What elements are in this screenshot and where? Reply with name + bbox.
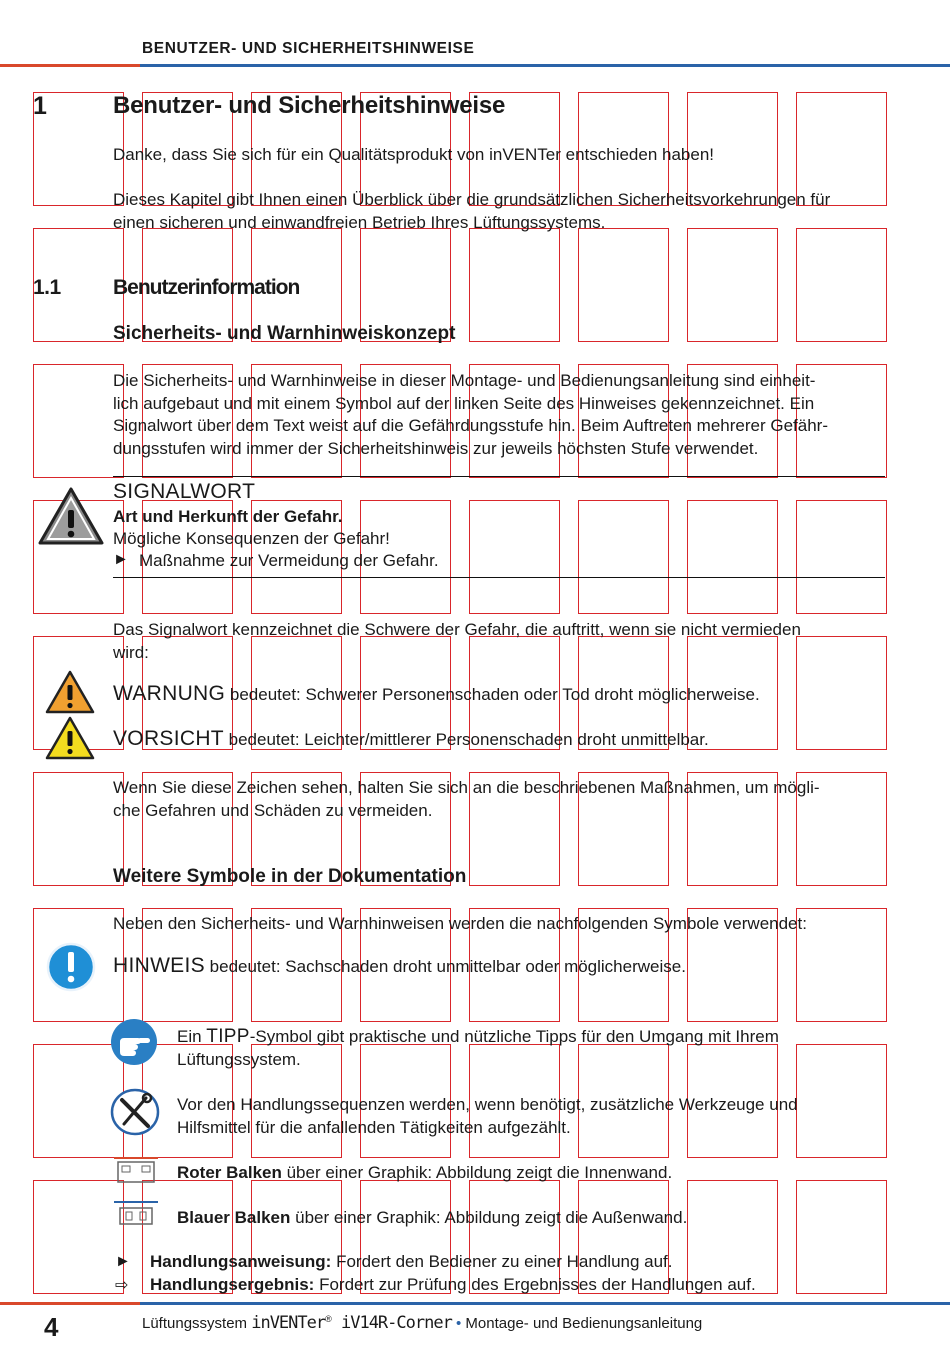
- example-consequence: Mögliche Konsequenzen der Gefahr!: [113, 529, 390, 548]
- footer-line: Lüftungssystem inVENTer® iV14R-Corner • Montage- und Bedienungsanleitung: [142, 1313, 703, 1333]
- grid-box: [469, 228, 560, 342]
- page-number: 4: [44, 1312, 59, 1342]
- intro-overview: Dieses Kapitel gibt Ihnen einen Überblick über die grundsätzlichen Sicherheitsvorkehrungen für einen sicheren und einwandfreien Betrieb Ihres Lüftungssystems.: [113, 190, 831, 232]
- vorsicht-line: [113, 727, 709, 751]
- grid-box: [687, 500, 778, 614]
- warnung-text: bedeutet: Schwerer Personenschaden oder Tod droht möglicherweise.: [225, 685, 760, 704]
- tipp-word: TIPP: [206, 1026, 250, 1047]
- subheading-warning-concept: Sicherheits- und Warnhinweiskonzept: [113, 323, 456, 344]
- result-text: Handlungsergebnis: Fordert zur Prüfung des Ergebnisses der Handlungen auf.: [150, 1275, 756, 1294]
- hinweis-text: bedeutet: Sachschaden droht unmittelbar oder möglicherweise.: [204, 957, 686, 976]
- pointing-hand-icon: [110, 1018, 158, 1066]
- tools-icon: [110, 1088, 160, 1136]
- header-rule-red: [0, 64, 140, 67]
- red-bar-text: Roter Balken über einer Graphik: Abbildung zeigt die Innenwand.: [177, 1163, 673, 1182]
- header-rule-blue: [140, 64, 950, 67]
- subheading-other-symbols: Weitere Symbole in der Dokumentation: [113, 866, 467, 887]
- warning-concept-paragraph: Die Sicherheits- und Warnhinweise in dieser Montage- und Bedienungsanleitung sind einheit- lich aufgebaut und mit einem Symbol auf der linken Seite des Hinweises gekennzeichnet. Ein Signalwort über dem Text weist auf die Gefährdungsstufe hin. Beim Auftreten mehrerer Gefähr- dungsstufen wird immer der Sicherheitshinweis zur jeweils höchsten Stufe verwendet.: [113, 371, 828, 458]
- running-header: BENUTZER- UND SICHERHEITSHINWEISE: [142, 40, 475, 57]
- info-icon: [46, 942, 96, 992]
- section-title: Benutzerinformation: [113, 276, 300, 299]
- grid-box: [796, 1180, 887, 1294]
- grid-box: [578, 500, 669, 614]
- instruction-marker: ►: [115, 1253, 131, 1270]
- grid-box: [33, 364, 124, 478]
- example-action: Maßnahme zur Vermeidung der Gefahr.: [139, 551, 439, 570]
- brand-name: inVENTer: [251, 1313, 326, 1333]
- example-rule-top: [113, 476, 885, 477]
- grid-box: [578, 228, 669, 342]
- follow-paragraph: Wenn Sie diese Zeichen sehen, halten Sie sich an die beschriebenen Maßnahmen, um mögli- che Gefahren und Schäden zu vermeiden.: [113, 778, 820, 820]
- footer-rule-blue: [140, 1302, 950, 1305]
- intro-thanks: Danke, dass Sie sich für ein Qualitätsprodukt von inVENTer entschieden haben!: [113, 145, 715, 164]
- grid-box: [469, 500, 560, 614]
- chapter-number: 1: [33, 92, 47, 120]
- section-number: 1.1: [33, 276, 61, 299]
- caution-icon: [45, 716, 95, 760]
- example-action-marker: ►: [113, 551, 129, 568]
- severity-paragraph: Das Signalwort kennzeichnet die Schwere der Gefahr, die auftritt, wenn sie nicht vermieden wird:: [113, 620, 801, 662]
- general-warning-icon: [37, 486, 105, 546]
- chapter-title: Benutzer- und Sicherheitshinweise: [113, 92, 506, 119]
- warnung-word: WARNUNG: [113, 682, 226, 705]
- tools-text: Vor den Handlungssequenzen werden, wenn benötigt, zusätzliche Werkzeuge und Hilfsmittel für die anfallenden Tätigkeiten aufgezählt.: [177, 1095, 798, 1137]
- tipp-text: Ein TIPP-Symbol gibt praktische und nützliche Tipps für den Umgang mit Ihrem Lüftungssystem.: [177, 1026, 779, 1069]
- grid-box: [796, 228, 887, 342]
- hinweis-word: HINWEIS: [113, 954, 205, 977]
- grid-box: [33, 1180, 124, 1294]
- hinweis-line: [113, 954, 686, 978]
- example-rule-bottom: [113, 577, 885, 578]
- grid-box: [33, 772, 124, 886]
- symbols-intro: Neben den Sicherheits- und Warnhinweisen werden die nachfolgenden Symbole verwendet:: [113, 914, 807, 933]
- inner-wall-icon: [112, 1156, 160, 1186]
- vorsicht-word: VORSICHT: [113, 727, 224, 750]
- result-marker: ⇨: [115, 1277, 129, 1294]
- blue-bar-text: Blauer Balken über einer Graphik: Abbildung zeigt die Außenwand.: [177, 1208, 688, 1227]
- outer-wall-icon: [112, 1200, 160, 1230]
- footer-rule-red: [0, 1302, 140, 1305]
- example-cause: Art und Herkunft der Gefahr.: [113, 507, 343, 526]
- example-signal-word: SIGNALWORT: [113, 480, 256, 503]
- vorsicht-text: bedeutet: Leichter/mittlerer Personenschaden droht unmittelbar.: [223, 730, 709, 749]
- warnung-line: [113, 682, 760, 706]
- warning-icon: [45, 670, 95, 714]
- grid-box: [796, 500, 887, 614]
- instruction-text: Handlungsanweisung: Fordert den Bediener zu einer Handlung auf.: [150, 1252, 673, 1271]
- grid-box: [687, 228, 778, 342]
